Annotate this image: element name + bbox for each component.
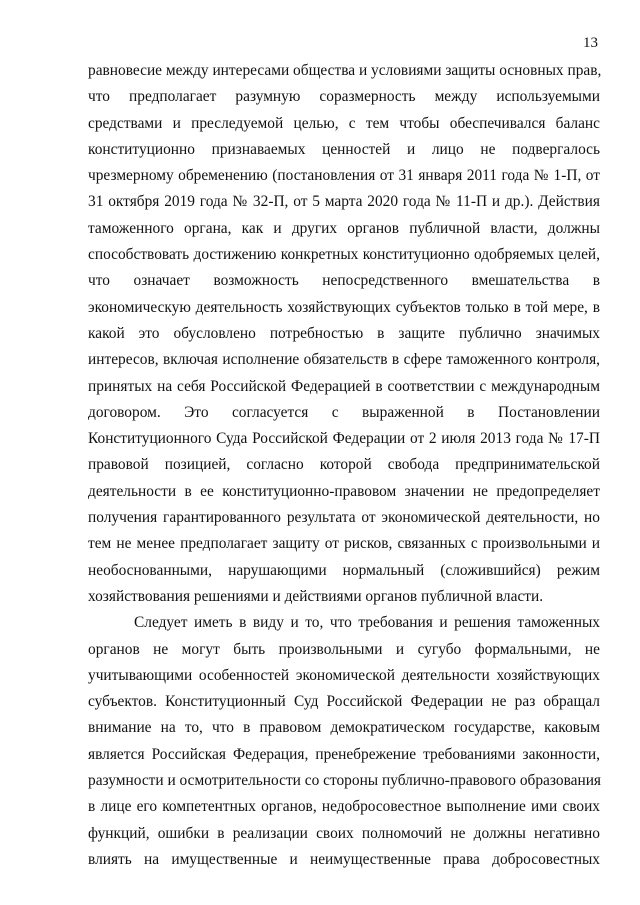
text-line: равновесие между интересами общества и условиями защиты основных прав, [88, 62, 602, 79]
text-line: является Российская Федерация, пренебрежение требованиями законности, [88, 745, 600, 763]
text-line: интересов, включая исполнение обязательств в сфере таможенного контроля, [88, 351, 600, 369]
text-line: чрезмерному обременению (постановления от 31 января 2011 года № 1-П, от [88, 167, 600, 185]
body-text [88, 58, 600, 873]
text-line: договором. Это согласуется с выраженной в Постановлении [88, 403, 600, 421]
text-line: конституционно признаваемых ценностей и лицо не подвергалось [88, 140, 600, 158]
text-line: что означает возможность непосредственного вмешательства в [88, 272, 600, 290]
text-line: что предполагает разумную соразмерность между используемыми [88, 88, 600, 106]
text-line: Конституционного Суда Российской Федерации от 2 июля 2013 года № 17-П [88, 430, 600, 448]
text-line: какой это обусловлено потребностью в защите публично значимых [88, 324, 600, 342]
text-line: таможенного органа, как и других органов публичной власти, должны [88, 219, 600, 237]
text-line: функций, ошибки в реализации своих полномочий не должны негативно [88, 824, 600, 842]
text-line: средствами и преследуемой целью, с тем чтобы обеспечивался баланс [88, 114, 600, 132]
text-line: Следует иметь в виду и то, что требования и решения таможенных [134, 614, 600, 632]
text-line: субъектов. Конституционный Суд Российской Федерации не раз обращал [88, 693, 600, 711]
text-line: правовой позицией, согласно которой свобода предпринимательской [88, 456, 600, 474]
text-line: 31 октября 2019 года № 32-П, от 5 марта 2020 года № 11-П и др.). Действия [88, 193, 600, 211]
page-number: 13 [583, 35, 598, 51]
text-line: внимание на то, что в правовом демократическом государстве, каковым [88, 719, 600, 737]
text-line: влиять на имущественные и неимущественные права добросовестных [88, 850, 600, 868]
text-line: принятых на себя Российской Федерацией в соответствии с международным [88, 377, 600, 395]
text-line: деятельности в ее конституционно-правовом значении не предопределяет [88, 482, 600, 500]
text-line: учитывающими особенностей экономической деятельности хозяйствующих [88, 666, 600, 684]
text-line: получения гарантированного результата от экономической деятельности, но [88, 509, 600, 527]
paragraph-1 [88, 58, 600, 610]
text-line: необоснованными, нарушающими нормальный (сложившийся) режим [88, 561, 600, 579]
text-line: тем не менее предполагает защиту от рисков, связанных с произвольными и [88, 535, 600, 553]
text-line: разумности и осмотрительности со стороны публично-правового образования [88, 772, 602, 790]
text-line: органов не могут быть произвольными и сугубо формальными, не [88, 640, 600, 658]
text-line: способствовать достижению конкретных конституционно одобряемых целей, [88, 246, 600, 264]
text-line: хозяйствования решениями и действиями органов публичной власти. [88, 587, 544, 605]
text-line: экономическую деятельность хозяйствующих субъектов только в той мере, в [88, 298, 600, 316]
paragraph-2 [88, 610, 600, 873]
text-line: в лице его компетентных органов, недобросовестное выполнение ими своих [88, 798, 600, 816]
